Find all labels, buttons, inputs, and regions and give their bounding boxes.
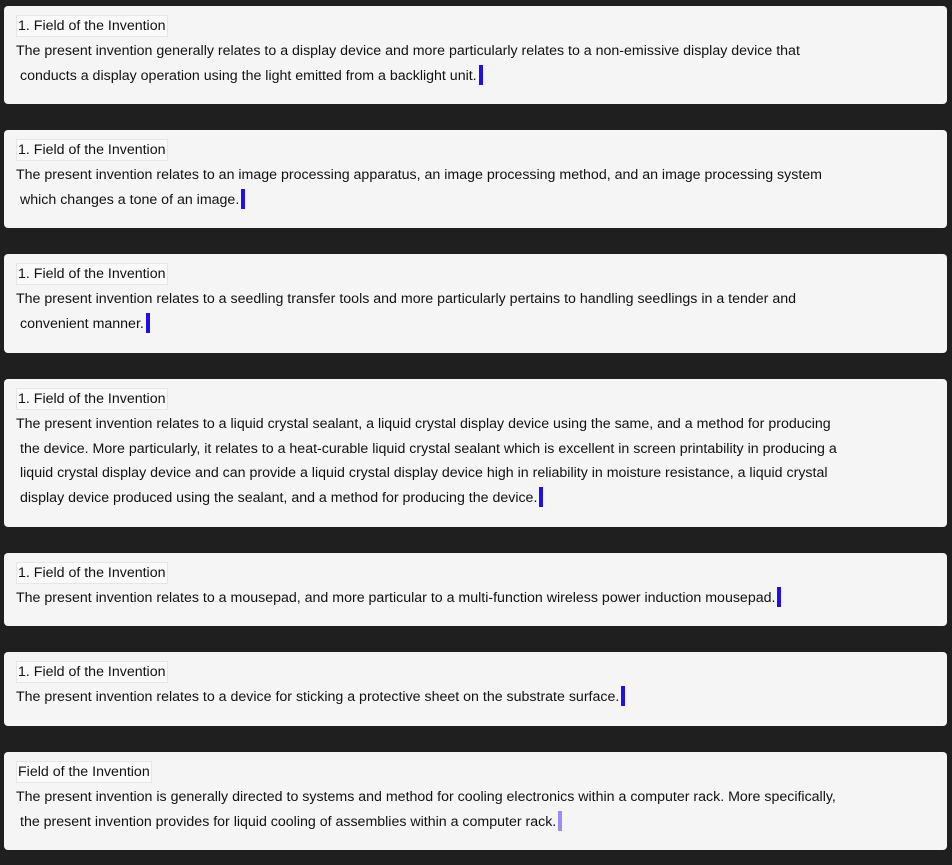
line-text: The present invention generally relates to a display device and more particularly relates to a non-emissive display device that (16, 42, 800, 59)
card-heading: 1. Field of the Invention (16, 14, 935, 39)
document-card-6[interactable] (4, 652, 947, 726)
text-line (16, 810, 935, 835)
line-text: The present invention relates to a seedling transfer tools and more particularly pertains to handling seedlings in a tender and (16, 290, 796, 307)
text-line (16, 586, 935, 611)
text-cursor (621, 686, 625, 706)
line-text: The present invention relates to an image processing apparatus, an image processing method, and an image processing system (16, 166, 822, 183)
line-text: conducts a display operation using the light emitted from a backlight unit. (20, 67, 477, 84)
card-heading: Field of the Invention (16, 760, 935, 785)
document-card-3[interactable] (4, 254, 947, 353)
text-line (16, 685, 935, 710)
document-card-7[interactable] (4, 752, 947, 850)
document-card-2[interactable] (4, 130, 947, 228)
line-text: The present invention is generally directed to systems and method for cooling electronics within a computer rack. More specifically, (16, 788, 836, 805)
text-line (16, 64, 935, 89)
line-text: The present invention relates to a device for sticking a protective sheet on the substrate surface. (16, 688, 620, 705)
text-line (16, 287, 935, 312)
line-text: The present invention relates to a liquid crystal sealant, a liquid crystal display device using the same, and a method for producing (16, 415, 831, 432)
text-cursor (539, 487, 543, 507)
text-line (16, 312, 935, 337)
text-line (16, 412, 935, 437)
text-line (16, 163, 935, 188)
document-card-1[interactable] (4, 6, 947, 104)
line-text: The present invention relates to a mousepad, and more particular to a multi-function wireless power induction mousepad. (16, 589, 776, 606)
line-text: liquid crystal display device and can provide a liquid crystal display device high in reliability in moisture resistance, a liquid crystal (20, 465, 828, 482)
text-line (16, 486, 935, 511)
line-text: convenient manner. (20, 315, 144, 332)
document-card-5[interactable] (4, 553, 947, 626)
text-cursor (146, 313, 150, 333)
card-heading: 1. Field of the Invention (16, 262, 935, 287)
line-text: the present invention provides for liquid cooling of assemblies within a computer rack. (20, 813, 557, 830)
text-line (16, 437, 935, 462)
document-card-4[interactable] (4, 379, 947, 527)
text-line (16, 188, 935, 213)
line-text: display device produced using the sealant, and a method for producing the device. (20, 490, 538, 507)
text-line (16, 461, 935, 486)
line-text: the device. More particularly, it relates to a heat-curable liquid crystal sealant which is excellent in screen printability in producing a (20, 440, 837, 457)
text-cursor (558, 811, 562, 831)
text-line (16, 785, 935, 810)
text-cursor (241, 189, 245, 209)
text-cursor (777, 587, 781, 607)
text-line (16, 39, 935, 64)
card-heading: 1. Field of the Invention (16, 387, 935, 412)
text-cursor (479, 65, 483, 85)
card-heading: 1. Field of the Invention (16, 660, 935, 685)
card-heading: 1. Field of the Invention (16, 138, 935, 163)
line-text: which changes a tone of an image. (20, 191, 240, 208)
card-heading: 1. Field of the Invention (16, 561, 935, 586)
